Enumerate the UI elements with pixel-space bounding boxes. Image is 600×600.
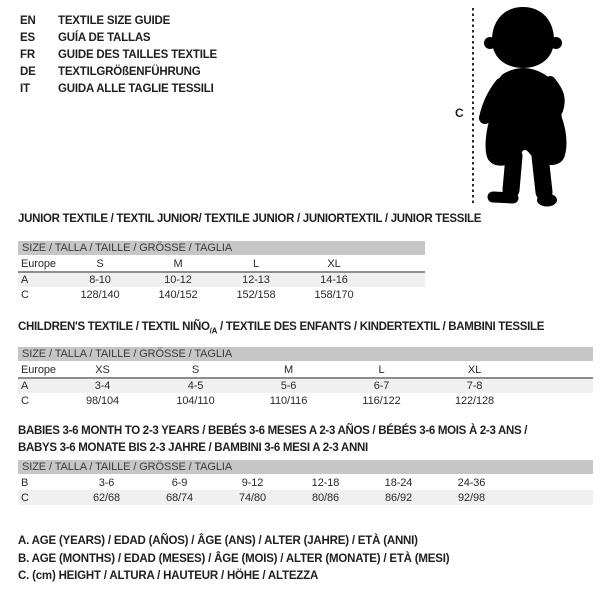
- language-label: TEXTILE SIZE GUIDE: [58, 15, 171, 27]
- size-cell: 18-24: [384, 477, 413, 489]
- spacer-cell: [521, 378, 593, 393]
- measurement-legend: [18, 533, 449, 586]
- language-row: [20, 30, 217, 47]
- size-cell: 3-6: [98, 477, 115, 489]
- size-cell: 14-16: [295, 272, 373, 287]
- language-label: GUIDA ALLE TAGLIE TESSILI: [58, 83, 214, 95]
- size-cell: 12-18: [311, 477, 340, 489]
- junior-size-table: [18, 241, 425, 302]
- spacer-cell: [521, 393, 593, 408]
- column-header: L: [335, 362, 428, 378]
- language-code: FR: [20, 49, 35, 61]
- table-row: [18, 475, 593, 490]
- table-row: [18, 272, 425, 287]
- figure-area: [448, 0, 600, 214]
- size-cell: 116/122: [362, 394, 401, 407]
- size-cell: 122/128: [454, 394, 495, 407]
- size-cell: 6-9: [171, 477, 188, 489]
- size-cell: 24-36: [457, 477, 486, 489]
- language-code: EN: [20, 15, 36, 27]
- size-cell: 12-13: [217, 272, 295, 287]
- row-label: A: [18, 272, 61, 287]
- size-cell: 3-4: [56, 378, 149, 393]
- size-band: SIZE / TALLA / TAILLE / GRÖSSE / TAGLIA: [18, 460, 593, 475]
- column-header: S: [61, 256, 139, 272]
- spacer-cell: [373, 256, 425, 272]
- size-cell: 6-7: [335, 378, 428, 393]
- foot-right: [537, 194, 557, 207]
- size-cell: 140/152: [158, 288, 198, 301]
- language-label: GUIDE DES TAILLES TEXTILE: [58, 49, 217, 61]
- language-code: ES: [20, 32, 35, 44]
- size-cell: 68/74: [143, 490, 216, 505]
- babies-table-title: [18, 423, 527, 457]
- table-row: [18, 393, 593, 408]
- babies-size-table: [18, 460, 593, 505]
- table-row: [18, 287, 425, 302]
- size-cell: 10-12: [139, 272, 217, 287]
- size-cell: 74/80: [216, 490, 289, 505]
- children-table-title: [18, 320, 544, 338]
- spacer-cell: [373, 287, 425, 302]
- size-band: SIZE / TALLA / TAILLE / GRÖSSE / TAGLIA: [18, 241, 425, 256]
- children-size-table: [18, 347, 593, 408]
- column-header: XS: [56, 362, 149, 378]
- row-label: C: [18, 490, 70, 505]
- row-label: C: [21, 394, 29, 407]
- legend-line-c: C. (cm) HEIGHT / ALTURA / HAUTEUR / HÖHE / ALTEZZA: [18, 570, 319, 582]
- size-cell: 92/98: [435, 490, 508, 505]
- children-title-subscript: /A: [209, 326, 218, 336]
- size-cell: 9-12: [241, 477, 264, 489]
- children-title-part2: / TEXTILE DES ENFANTS / KINDERTEXTIL / BAMBINI TESSILE: [217, 321, 545, 333]
- leg-left: [511, 156, 514, 190]
- table-row: [18, 378, 593, 393]
- head: [492, 7, 554, 68]
- size-cell: 7-8: [428, 378, 521, 393]
- column-header: L: [217, 256, 295, 272]
- column-header: XL: [295, 256, 373, 272]
- language-label: TEXTILGRÖßENFÜHRUNG: [58, 66, 201, 78]
- size-cell: 80/86: [289, 490, 362, 505]
- children-title-part1: CHILDREN'S TEXTILE / TEXTIL NIÑO: [18, 321, 210, 333]
- region-label: Europe: [18, 362, 56, 378]
- language-row: [20, 47, 217, 64]
- language-code: IT: [20, 83, 30, 95]
- column-header: XL: [428, 362, 521, 378]
- legend-line-a: A. AGE (YEARS) / EDAD (AÑOS) / ÂGE (ANS) / ALTER (JAHRE) / ETÀ (ANNI): [18, 535, 418, 547]
- size-cell: 5-6: [242, 378, 335, 393]
- legend-line-b: B. AGE (MONTHS) / EDAD (MESES) / ÂGE (MOIS) / ALTER (MONATE) / ETÀ (MESI): [18, 552, 450, 565]
- spacer-cell: [508, 490, 593, 505]
- size-band: SIZE / TALLA / TAILLE / GRÖSSE / TAGLIA: [18, 347, 593, 362]
- row-label: C: [21, 288, 29, 301]
- size-cell: 110/116: [269, 394, 308, 407]
- row-label: A: [18, 378, 56, 393]
- size-cell: 8-10: [61, 272, 139, 287]
- toddler-silhouette-icon: [470, 0, 600, 210]
- junior-table-title: JUNIOR TEXTILE / TEXTIL JUNIOR/ TEXTILE JUNIOR / JUNIORTEXTIL / JUNIOR TESSILE: [18, 213, 482, 225]
- row-label: B: [21, 477, 29, 489]
- region-label: Europe: [18, 256, 61, 272]
- spacer-cell: [508, 475, 593, 490]
- language-label: GUÍA DE TALLAS: [58, 32, 151, 44]
- size-cell: 104/110: [176, 394, 215, 407]
- language-code: DE: [20, 66, 36, 78]
- size-cell: 158/170: [314, 288, 354, 301]
- size-cell: 98/104: [85, 394, 120, 407]
- column-header: M: [242, 362, 335, 378]
- language-row: [20, 81, 217, 98]
- size-cell: 128/140: [80, 288, 120, 301]
- size-cell: 4-5: [149, 378, 242, 393]
- height-marker-label: C: [455, 106, 464, 120]
- spacer-cell: [521, 362, 593, 378]
- language-row: [20, 64, 217, 81]
- shorts: [486, 118, 567, 166]
- spacer-cell: [373, 272, 425, 287]
- size-cell: 152/158: [236, 288, 276, 301]
- table-row: [18, 490, 593, 505]
- babies-title-line1: BABIES 3-6 MONTH TO 2-3 YEARS / BEBÉS 3-6 MESES A 2-3 AÑOS / BÉBÉS 3-6 MOIS À 2-3 ANS /: [18, 425, 528, 437]
- foot-left: [493, 197, 513, 198]
- column-header: M: [139, 256, 217, 272]
- leg-right: [540, 156, 544, 192]
- language-row: [20, 13, 217, 30]
- column-header: S: [149, 362, 242, 378]
- language-header: [20, 13, 217, 98]
- size-cell: 62/68: [70, 490, 143, 505]
- babies-title-line2: BABYS 3-6 MONATE BIS 2-3 JAHRE / BAMBINI 3-6 MESI A 2-3 ANNI: [18, 442, 368, 454]
- size-cell: 86/92: [362, 490, 435, 505]
